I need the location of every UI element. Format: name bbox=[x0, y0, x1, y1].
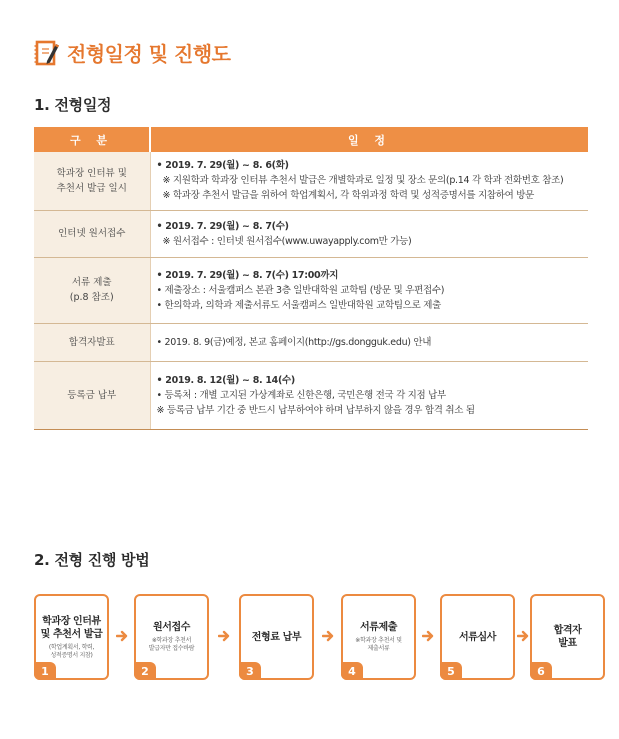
step-number-badge: 2 bbox=[134, 662, 156, 680]
step-note bbox=[355, 637, 401, 653]
arrow-right-icon bbox=[218, 630, 230, 642]
row-schedule-detail bbox=[150, 210, 588, 257]
table-row bbox=[34, 361, 588, 429]
step-note bbox=[49, 644, 94, 660]
arrow-right-icon bbox=[422, 630, 434, 642]
process-step-2 bbox=[134, 594, 209, 680]
header-category: 구 분 bbox=[34, 127, 150, 152]
category-line: 학과장 인터뷰 및 bbox=[56, 167, 127, 179]
table-row bbox=[34, 257, 588, 323]
process-flow bbox=[34, 594, 594, 680]
page-title bbox=[34, 38, 231, 67]
step-note bbox=[149, 637, 195, 653]
detail-line: • 2019. 7. 29(월) ~ 8. 7(수) 17:00까지 bbox=[156, 269, 339, 281]
table-row bbox=[34, 210, 588, 257]
row-category bbox=[34, 323, 150, 361]
detail-line: • 2019. 8. 9(금)예정, 본교 홈페이지(http://gs.dongguk.edu) 안내 bbox=[156, 336, 432, 348]
step-note-line: 제출서류 bbox=[367, 645, 390, 652]
step-number-badge: 6 bbox=[530, 662, 552, 680]
step-note-line: ※학과장 추천서 및 bbox=[355, 637, 402, 644]
notebook-pencil-icon bbox=[34, 39, 60, 67]
step-title: 원서접수 bbox=[152, 622, 191, 633]
detail-line: • 한의학과, 의학과 제출서류도 서울캠퍼스 일반대학원 교학팀으로 제출 bbox=[156, 299, 441, 311]
section-title-schedule: 1. 전형일정 bbox=[34, 96, 112, 114]
step-note-line: 발급자만 접수바람 bbox=[148, 645, 195, 652]
detail-line: • 2019. 7. 29(월) ~ 8. 6(화) bbox=[156, 160, 289, 172]
arrow-right-icon bbox=[116, 630, 128, 642]
process-step-5 bbox=[440, 594, 515, 680]
step-number-badge: 4 bbox=[341, 662, 363, 680]
row-schedule-detail bbox=[150, 323, 588, 361]
step-number-badge: 5 bbox=[440, 662, 462, 680]
section-title-process: 2. 전형 진행 방법 bbox=[34, 551, 150, 569]
detail-line: • 2019. 8. 12(월) ~ 8. 14(수) bbox=[156, 374, 295, 386]
step-title: 서류심사 bbox=[458, 631, 497, 643]
step-note-line: ※학과장 추천서 bbox=[151, 637, 192, 644]
process-step-1 bbox=[34, 594, 109, 680]
table-row bbox=[34, 323, 588, 361]
detail-line: • 2019. 7. 29(월) ~ 8. 7(수) bbox=[156, 220, 289, 232]
page-title-text: 전형일정 및 진행도 bbox=[67, 42, 231, 66]
row-schedule-detail bbox=[150, 257, 588, 323]
detail-line: ※ 원서접수 : 인터넷 원서접수(www.uwayapply.com만 가능) bbox=[162, 235, 412, 247]
detail-line: ※ 등록금 납부 기간 중 반드시 납부하여야 하며 납부하지 않을 경우 합격 취소 됨 bbox=[156, 404, 475, 416]
detail-line: • 제출장소 : 서울캠퍼스 본관 3층 일반대학원 교학팀 (방문 및 우편접수) bbox=[156, 284, 445, 296]
row-category bbox=[34, 210, 150, 257]
process-step-3 bbox=[239, 594, 314, 680]
arrow-right-icon bbox=[322, 630, 334, 642]
row-schedule-detail bbox=[150, 152, 588, 210]
step-note-line: (학업계획서, 학력, bbox=[48, 643, 95, 651]
step-title: 합격자 bbox=[553, 625, 582, 636]
header-schedule: 일 정 bbox=[150, 127, 588, 152]
step-note-line: 성적증명서 지참) bbox=[50, 651, 93, 659]
row-category bbox=[34, 257, 150, 323]
step-title: 및 추천서 발급 bbox=[40, 628, 103, 640]
category-line: 등록금 납부 bbox=[67, 389, 117, 401]
step-title: 발표 bbox=[558, 638, 577, 649]
arrow-right-icon bbox=[517, 630, 529, 642]
step-number-badge: 1 bbox=[34, 662, 56, 680]
category-line: (p.8 참조) bbox=[69, 292, 114, 303]
category-line: 서류 제출 bbox=[71, 277, 112, 288]
step-number-badge: 3 bbox=[239, 662, 261, 680]
process-step-4 bbox=[341, 594, 416, 680]
category-line: 추천서 발급 일시 bbox=[56, 182, 127, 194]
row-category bbox=[34, 152, 150, 210]
detail-line: ※ 학과장 추천서 발급을 위하여 학업계획서, 각 학위과정 학력 및 성적증명서를 지참하여 방문 bbox=[162, 190, 534, 202]
step-title: 서류제출 bbox=[359, 622, 398, 633]
step-title: 학과장 인터뷰 bbox=[42, 615, 101, 627]
row-category bbox=[34, 361, 150, 429]
table-header-row bbox=[34, 127, 588, 152]
detail-line: ※ 지원학과 학과장 인터뷰 추천서 발급은 개별학과로 일정 및 장소 문의(p.14 각 학과 전화번호 참조) bbox=[162, 175, 564, 187]
category-line: 인터넷 원서접수 bbox=[58, 228, 126, 239]
step-title: 전형료 납부 bbox=[251, 631, 302, 643]
row-schedule-detail bbox=[150, 361, 588, 429]
process-step-6 bbox=[530, 594, 605, 680]
category-line: 합격자발표 bbox=[68, 336, 115, 348]
schedule-table bbox=[34, 127, 588, 430]
table-row bbox=[34, 152, 588, 210]
detail-line: • 등록처 : 개별 고지된 가상계좌로 신한은행, 국민은행 전국 각 지점 납부 bbox=[156, 389, 446, 401]
